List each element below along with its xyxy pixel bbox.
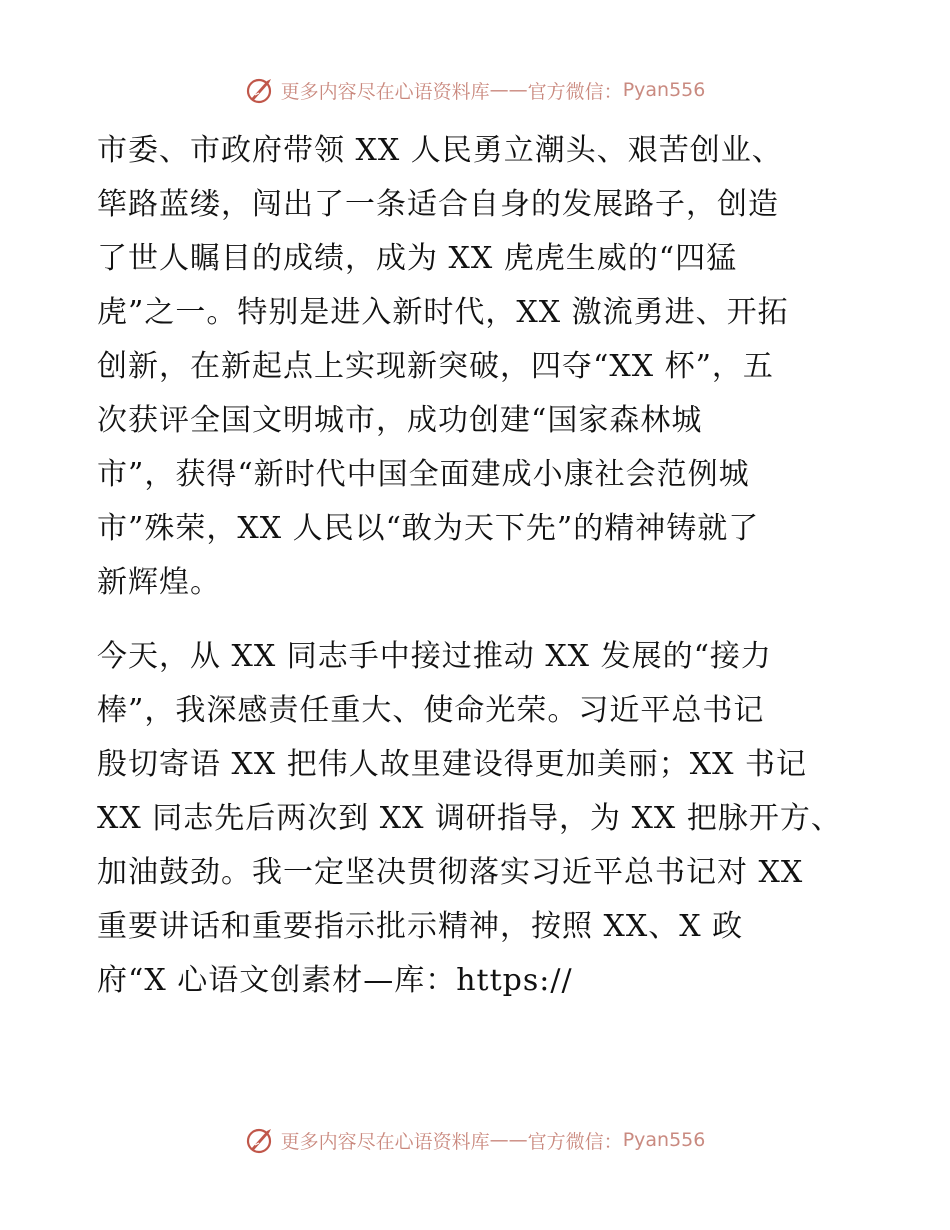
paragraph-2	[97, 630, 857, 1008]
watermark-wechat-id: Pyan556	[622, 1129, 706, 1151]
text-line: 府“X 心语文创素材—库：https://	[97, 963, 573, 998]
watermark-text: 更多内容尽在心语资料库	[280, 1130, 490, 1153]
document-body	[97, 124, 857, 1008]
text-line: 市”，获得“新时代中国全面建成小康社会范例城	[97, 457, 750, 492]
text-line: 加油鼓劲。我一定坚决贯彻落实习近平总书记对 XX	[97, 855, 804, 890]
text-line: 市”殊荣，XX 人民以“敢为天下先”的精神铸就了	[97, 511, 760, 546]
watermark-text: 更多内容尽在心语资料库	[280, 80, 490, 103]
text-line: 虎”之一。特别是进入新时代，XX 激流勇进、开拓	[97, 295, 789, 330]
text-line: 新辉煌。	[97, 565, 221, 600]
watermark-wechat-id: Pyan556	[622, 79, 706, 101]
text-line: 筚路蓝缕，闯出了一条适合自身的发展路子，创造	[97, 187, 779, 222]
text-line: 创新，在新起点上实现新突破，四夺“XX 杯”，五	[97, 349, 774, 384]
text-line: 今天，从 XX 同志手中接过推动 XX 发展的“接力	[97, 639, 772, 674]
watermark-separator: ——	[489, 1129, 528, 1151]
text-line: 殷切寄语 XX 把伟人故里建设得更加美丽；XX 书记	[97, 747, 808, 782]
quill-pen-logo-icon	[245, 75, 275, 105]
paragraph-1	[97, 124, 857, 610]
header-watermark	[0, 70, 950, 110]
text-line: 棒”，我深感责任重大、使命光荣。习近平总书记	[97, 693, 765, 728]
text-line: 了世人瞩目的成绩，成为 XX 虎虎生威的“四猛	[97, 241, 738, 276]
text-line: 重要讲话和重要指示批示精神，按照 XX、X 政	[97, 909, 744, 944]
text-line: XX 同志先后两次到 XX 调研指导，为 XX 把脉开方、	[97, 801, 842, 836]
footer-watermark	[0, 1120, 950, 1160]
quill-pen-logo-icon	[245, 1125, 275, 1155]
watermark-wechat-label: 官方微信：	[527, 1130, 623, 1153]
watermark-wechat-label: 官方微信：	[527, 80, 623, 103]
text-line: 次获评全国文明城市，成功创建“国家森林城	[97, 403, 703, 438]
watermark-separator: ——	[489, 79, 528, 101]
text-line: 市委、市政府带领 XX 人民勇立潮头、艰苦创业、	[97, 133, 783, 168]
paragraph-gap	[97, 610, 857, 630]
